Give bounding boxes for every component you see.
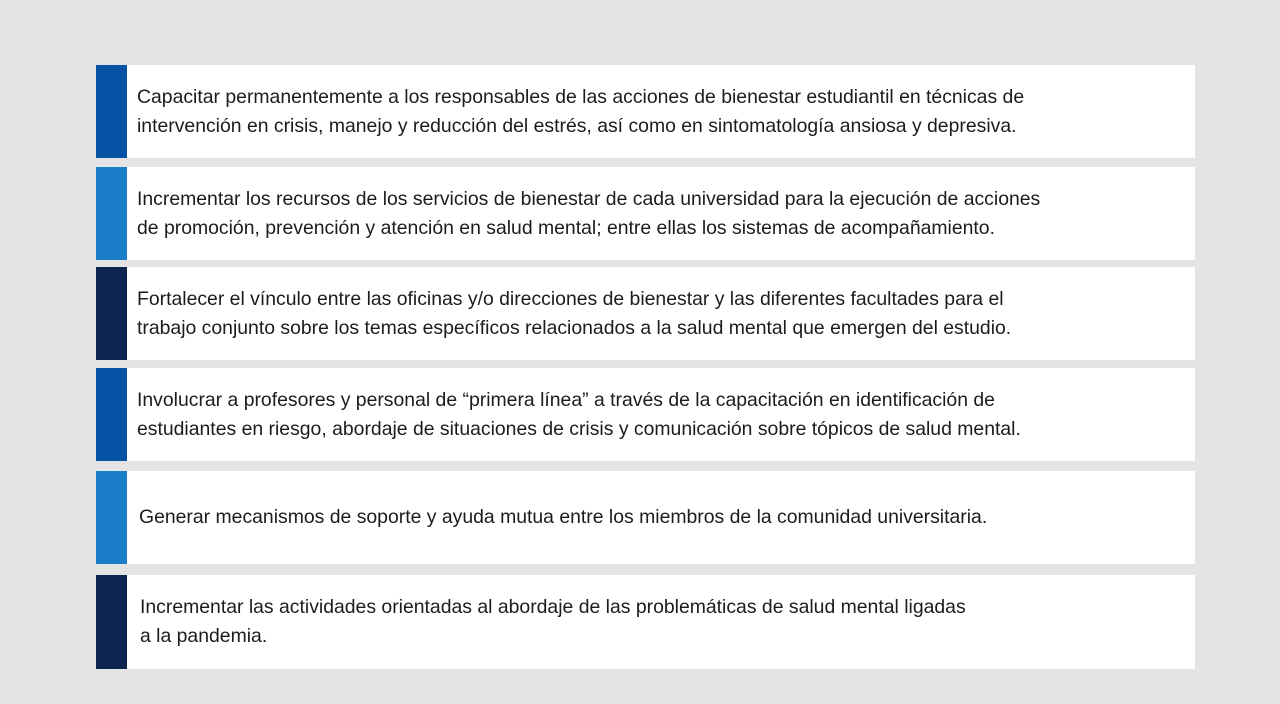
accent-bar bbox=[96, 471, 127, 564]
accent-bar bbox=[96, 167, 127, 260]
recommendation-line: a la pandemia. bbox=[140, 625, 268, 647]
recommendation-line: de promoción, prevención y atención en salud mental; entre ellas los sistemas de acompañamiento. bbox=[137, 216, 995, 239]
accent-bar bbox=[96, 368, 127, 461]
recommendation-text bbox=[127, 368, 1195, 461]
recommendations-list bbox=[96, 65, 1195, 669]
recommendation-line: intervención en crisis, manejo y reducción del estrés, así como en sintomatología ansiosa y depresiva. bbox=[137, 114, 1017, 137]
recommendation-line: Incrementar los recursos de los servicios de bienestar de cada universidad para la ejecución de acciones bbox=[137, 187, 1041, 210]
recommendation-text bbox=[127, 65, 1195, 158]
recommendation-card bbox=[96, 267, 1195, 360]
recommendation-line: estudiantes en riesgo, abordaje de situaciones de crisis y comunicación sobre tópicos de salud mental. bbox=[137, 417, 1021, 440]
recommendation-line: Fortalecer el vínculo entre las oficinas y/o direcciones de bienestar y las diferentes facultades para el bbox=[137, 287, 1004, 310]
accent-bar bbox=[96, 575, 127, 669]
recommendation-text bbox=[127, 167, 1195, 260]
recommendation-line: Capacitar permanentemente a los responsables de las acciones de bienestar estudiantil en técnicas de bbox=[137, 85, 1025, 108]
recommendation-text bbox=[127, 267, 1195, 360]
recommendation-line: Incrementar las actividades orientadas al abordaje de las problemáticas de salud mental ligadas bbox=[140, 596, 966, 618]
recommendation-card bbox=[96, 167, 1195, 260]
recommendation-card bbox=[96, 471, 1195, 564]
accent-bar bbox=[96, 65, 127, 158]
recommendation-line: trabajo conjunto sobre los temas específicos relacionados a la salud mental que emergen del estudio. bbox=[137, 316, 1012, 339]
accent-bar bbox=[96, 267, 127, 360]
recommendation-line: Involucrar a profesores y personal de “primera línea” a través de la capacitación en identificación de bbox=[137, 388, 995, 411]
recommendation-text bbox=[127, 575, 1195, 669]
recommendation-card bbox=[96, 65, 1195, 158]
recommendation-text bbox=[127, 471, 1195, 564]
recommendation-card bbox=[96, 575, 1195, 669]
recommendation-card bbox=[96, 368, 1195, 461]
recommendation-line: Generar mecanismos de soporte y ayuda mutua entre los miembros de la comunidad universitaria. bbox=[139, 506, 988, 528]
